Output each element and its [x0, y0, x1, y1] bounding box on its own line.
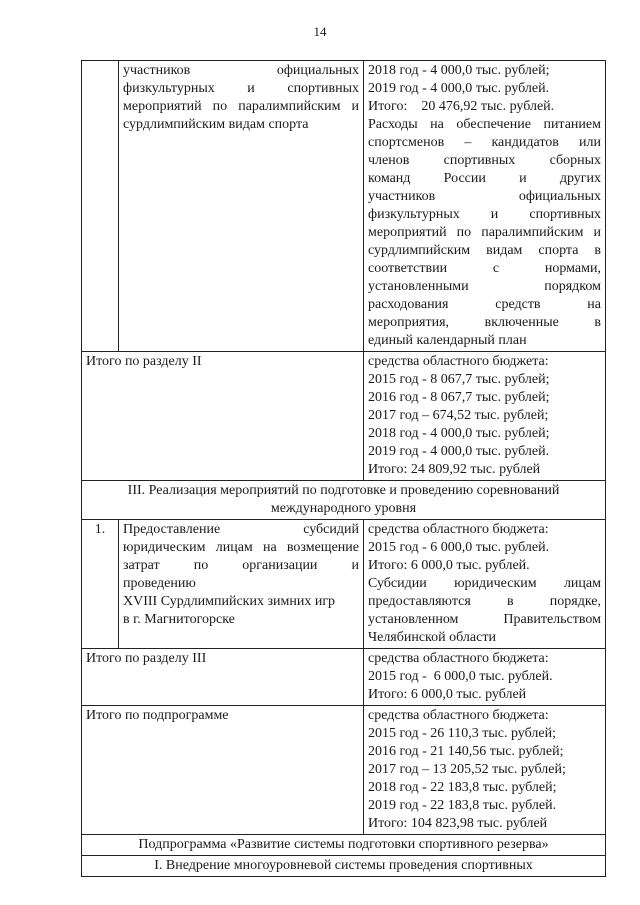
table-row [82, 481, 606, 520]
subprogram-title: Подпрограмма «Развитие системы подготовки спортивного резерва» [82, 835, 606, 856]
funding-cell: 2018 год - 4 000,0 тыс. рублей; 2019 год - 4 000,0 тыс. рублей. Итого: 20 476,92 тыс. рублей. Расходы на обеспечение питанием спортсменов – кандидатов или членов спортивных сборных команд России и других участников официальных физкультурных и спортивных мероприятий по паралимпийским и сурдлимпийским видам спорта в соответствии с нормами, установленными порядком расходования средств на мероприятия, включенные в единый календарный план [364, 61, 606, 352]
subprogram-total-values: средства областного бюджета: 2015 год - 26 110,3 тыс. рублей; 2016 год - 21 140,56 тыс. рублей; 2017 год – 13 205,52 тыс. рублей; 2018 год - 22 183,8 тыс. рублей; 2019 год - 22 183,8 тыс. рублей. Итого: 104 823,98 тыс. рублей [364, 706, 606, 835]
table-row [82, 856, 606, 877]
subprogram-total-label: Итого по подпрограмме [82, 706, 364, 835]
budget-table [81, 60, 606, 877]
section-heading: I. Внедрение многоуровневой системы проведения спортивных [82, 856, 606, 877]
table-row [82, 706, 606, 835]
table-row [82, 649, 606, 706]
table-row [82, 835, 606, 856]
item-number: 1. [82, 520, 119, 649]
table-row [82, 352, 606, 481]
table-row [82, 61, 606, 352]
section-total-values: средства областного бюджета: 2015 год - 8 067,7 тыс. рублей; 2016 год - 8 067,7 тыс. рублей; 2017 год – 674,52 тыс. рублей; 2018 год - 4 000,0 тыс. рублей; 2019 год - 4 000,0 тыс. рублей. Итого: 24 809,92 тыс. рублей [364, 352, 606, 481]
section-total-values: средства областного бюджета: 2015 год - 6 000,0 тыс. рублей. Итого: 6 000,0 тыс. рублей [364, 649, 606, 706]
section-total-label: Итого по разделу III [82, 649, 364, 706]
funding-cell: средства областного бюджета: 2015 год - 6 000,0 тыс. рублей. Итого: 6 000,0 тыс. рублей. Субсидии юридическим лицам предоставляются в порядке, установленном Правительством Челябинской области [364, 520, 606, 649]
section-heading: III. Реализация мероприятий по подготовке и проведению соревнований международного уровня [82, 481, 606, 520]
activity-cell: участников официальных физкультурных и спортивных мероприятий по паралимпийским и сурдлимпийским видам спорта [119, 61, 364, 352]
table-row [82, 520, 606, 649]
section-total-label: Итого по разделу II [82, 352, 364, 481]
page-number: 14 [313, 24, 327, 39]
activity-cell: Предоставление субсидий юридическим лицам на возмещение затрат по организации и проведению XVIII Сурдлимпийских зимних игр в г. Магнитогорске [119, 520, 364, 649]
